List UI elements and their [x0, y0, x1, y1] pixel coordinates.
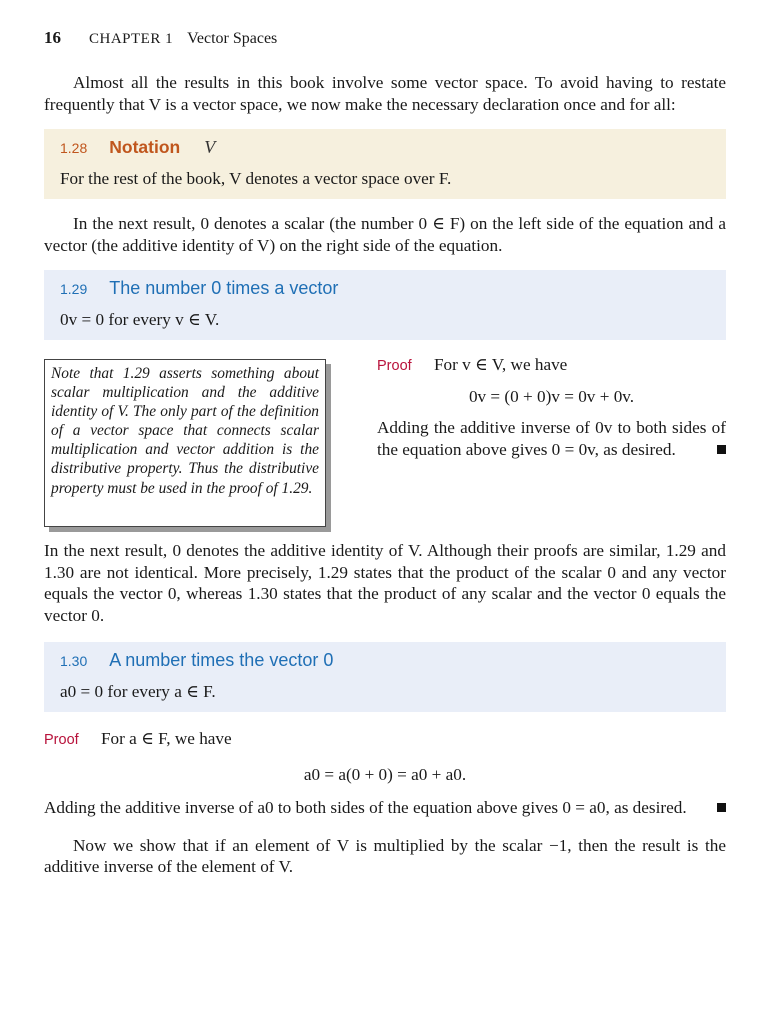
margin-note: Note that 1.29 asserts something about scalar multiplication and the additive identity of V. The only part of the definition of a vector space that connects scalar multiplication and vector addition is the distributive property. Thus the distributive property must be used in the proof of 1.29.	[44, 359, 326, 527]
result-1-29-box	[44, 270, 726, 340]
intro-paragraph: Almost all the results in this book involve some vector space. To avoid having to restate frequently that V is a vector space, we now make the necessary declaration once and for all:	[44, 73, 726, 114]
proof-label: Proof	[44, 732, 79, 748]
proof-1-29-conclusion: Adding the additive inverse of 0v to both sides of the equation above gives 0 = 0v, as desired.	[377, 418, 726, 459]
paragraph-2: In the next result, 0 denotes a scalar (the number 0 ∈ F) on the left side of the equation and a vector (the additive identity of V) on the right side of the equation.	[44, 214, 726, 255]
result-1-29-title: The number 0 times a vector	[109, 278, 339, 298]
notation-body: For the rest of the book, V denotes a vector space over F.	[60, 169, 452, 188]
result-1-29-number: 1.29	[60, 281, 88, 297]
proof-1-30-lead: For a ∈ F, we have	[100, 729, 232, 748]
proof-with-margin-note	[44, 354, 726, 544]
notation-symbol: V	[204, 137, 216, 157]
notation-number: 1.28	[60, 140, 88, 156]
proof-label: Proof	[377, 358, 412, 374]
proof-1-30	[44, 728, 726, 752]
paragraph-4: Now we show that if an element of V is multiplied by the scalar −1, then the result is the additive inverse of the element of V.	[44, 835, 726, 876]
notation-box	[44, 129, 726, 199]
result-1-29-statement: 0v = 0 for every v ∈ V.	[60, 310, 220, 329]
page-number: 16	[44, 28, 61, 47]
proof-1-29-equation: 0v = (0 + 0)v = 0v + 0v.	[468, 386, 635, 406]
proof-1-29	[377, 354, 726, 460]
result-1-30-box	[44, 642, 726, 712]
chapter-label: CHAPTER 1	[89, 31, 174, 47]
proof-1-30-equation: a0 = a(0 + 0) = a0 + a0.	[303, 764, 467, 784]
proof-1-30-conclusion: Adding the additive inverse of a0 to both sides of the equation above gives 0 = a0, as desired.	[44, 797, 726, 819]
result-1-30-number: 1.30	[60, 653, 88, 669]
page	[44, 28, 726, 878]
chapter-title: Vector Spaces	[187, 30, 278, 47]
result-1-30-statement: a0 = 0 for every a ∈ F.	[60, 682, 216, 701]
paragraph-3-text: In the next result, 0 denotes the additive identity of V. Although their proofs are similar, 1.29 and 1.30 are not identical. More precisely, 1.29 states that the product of the scalar 0 and any vector equals the vector 0, whereas 1.30 states that the product of any scalar and the vector 0 equals the vector 0.	[44, 541, 726, 625]
result-1-30-title: A number times the vector 0	[109, 650, 334, 670]
proof-1-29-lead: For v ∈ V, we have	[433, 355, 568, 374]
running-header	[44, 28, 726, 54]
notation-title: Notation	[109, 137, 181, 157]
qed-square-icon	[717, 803, 726, 812]
qed-square-icon	[717, 445, 726, 454]
